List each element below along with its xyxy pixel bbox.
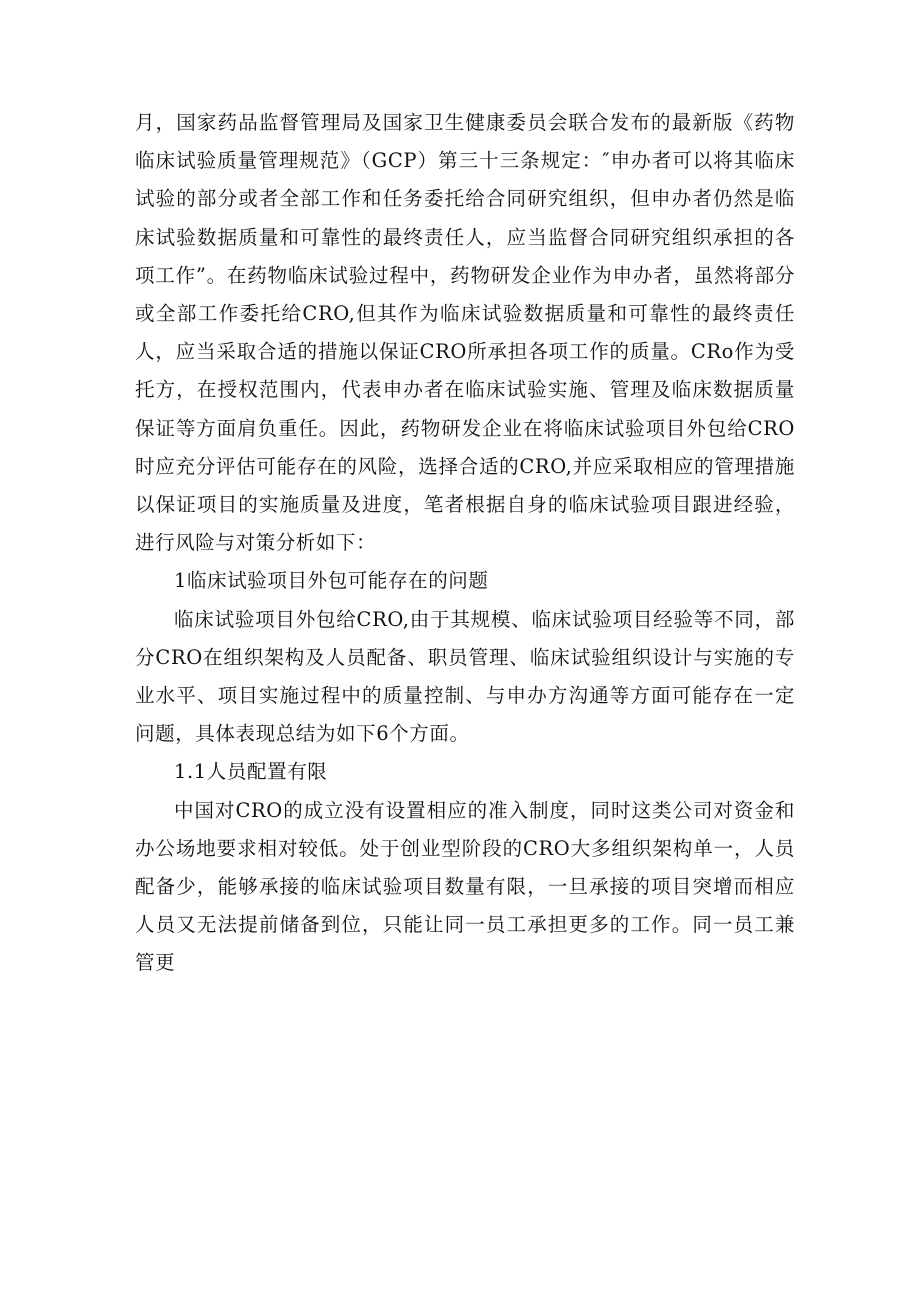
document-body	[135, 104, 795, 983]
subsection-heading: 1.1人员配置有限	[174, 760, 328, 784]
body-paragraph-continued: 月，国家药品监督管理局及国家卫生健康委员会联合发布的最新版《药物临床试验质量管理规范》（GCP）第三十三条规定：″申办者可以将其临床试验的部分或者全部工作和任务委托给合同研究组织，但申办者仍然是临床试验数据质量和可靠性的最终责任人，应当监督合同研究组织承担的各项工作”。在药物临床试验过程中，药物研发企业作为申办者，虽然将部分或全部工作委托给CRO,但其作为临床试验数据质量和可靠性的最终责任人，应当采取合适的措施以保证CRO所承担各项工作的质量。CRo作为受托方，在授权范围内，代表申办者在临床试验实施、管理及临床数据质量保证等方面肩负重任。因此，药物研发企业在将临床试验项目外包给CRO时应充分评估可能存在的风险，选择合适的CRO,并应采取相应的管理措施以保证项目的实施质量及进度，笔者根据自身的临床试验项目跟进经验，进行风险与对策分析如下：	[135, 111, 795, 555]
body-paragraph: 临床试验项目外包给CRO,由于其规模、临床试验项目经验等不同，部分CRO在组织架构及人员配备、职员管理、临床试验组织设计与实施的专业水平、项目实施过程中的质量控制、与申办方沟通等方面可能存在一定问题，具体表现总结为如下6个方面。	[135, 607, 795, 746]
body-paragraph: 中国对CRO的成立没有设置相应的准入制度，同时这类公司对资金和办公场地要求相对较低。处于创业型阶段的CRO大多组织架构单一，人员配备少，能够承接的临床试验项目数量有限，一旦承接的项目突增而相应人员又无法提前储备到位，只能让同一员工承担更多的工作。同一员工兼管更	[135, 798, 795, 975]
section-heading: 1临床试验项目外包可能存在的问题	[174, 569, 489, 593]
